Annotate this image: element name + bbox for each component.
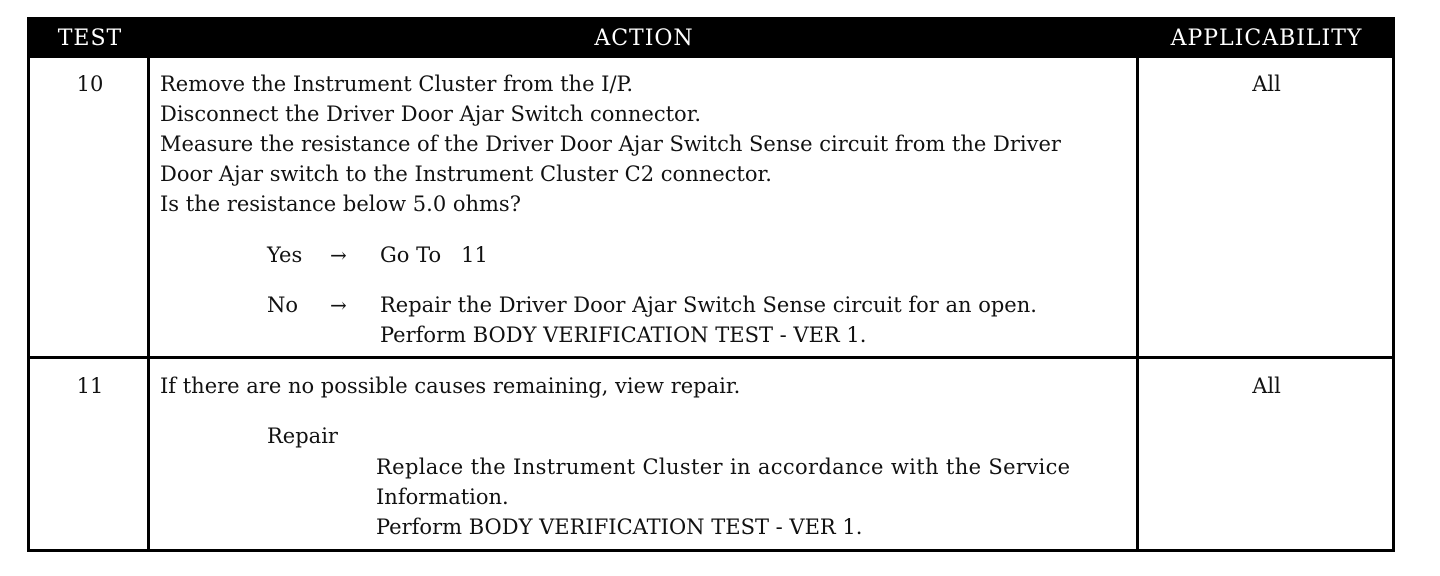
column-divider bbox=[147, 58, 150, 549]
action-line: Measure the resistance of the Driver Door Ajar Switch Sense circuit from the Driver bbox=[160, 132, 1061, 156]
row-divider bbox=[30, 356, 1392, 359]
arrow-right-icon: → bbox=[330, 293, 347, 317]
action-line: If there are no possible causes remaining, view repair. bbox=[160, 374, 741, 398]
applicability-value: All bbox=[1252, 72, 1281, 96]
no-result-line: Repair the Driver Door Ajar Switch Sense circuit for an open. bbox=[380, 293, 1037, 317]
diagnostic-test-table bbox=[27, 17, 1395, 552]
repair-line: Perform BODY VERIFICATION TEST - VER 1. bbox=[376, 515, 863, 539]
action-line: Disconnect the Driver Door Ajar Switch connector. bbox=[160, 102, 702, 126]
action-line: Remove the Instrument Cluster from the I/P. bbox=[160, 72, 634, 96]
no-result-line: Perform BODY VERIFICATION TEST - VER 1. bbox=[380, 323, 867, 347]
applicability-value: All bbox=[1252, 374, 1281, 398]
no-label: No bbox=[267, 293, 299, 317]
table-header bbox=[30, 20, 1392, 58]
test-number: 11 bbox=[76, 374, 104, 398]
test-number: 10 bbox=[76, 72, 104, 96]
repair-label: Repair bbox=[267, 424, 338, 448]
repair-line: Replace the Instrument Cluster in accordance with the Service bbox=[376, 455, 1071, 479]
column-divider bbox=[1136, 58, 1139, 549]
header-action: ACTION bbox=[594, 26, 694, 51]
go-to-text: Go To 11 bbox=[380, 243, 488, 267]
yes-label: Yes bbox=[267, 243, 303, 267]
arrow-right-icon: → bbox=[330, 243, 347, 267]
header-applicability: APPLICABILITY bbox=[1170, 26, 1363, 51]
action-line: Is the resistance below 5.0 ohms? bbox=[160, 192, 521, 216]
header-test: TEST bbox=[57, 26, 123, 51]
repair-line: Information. bbox=[376, 485, 509, 509]
action-line: Door Ajar switch to the Instrument Cluster C2 connector. bbox=[160, 162, 772, 186]
